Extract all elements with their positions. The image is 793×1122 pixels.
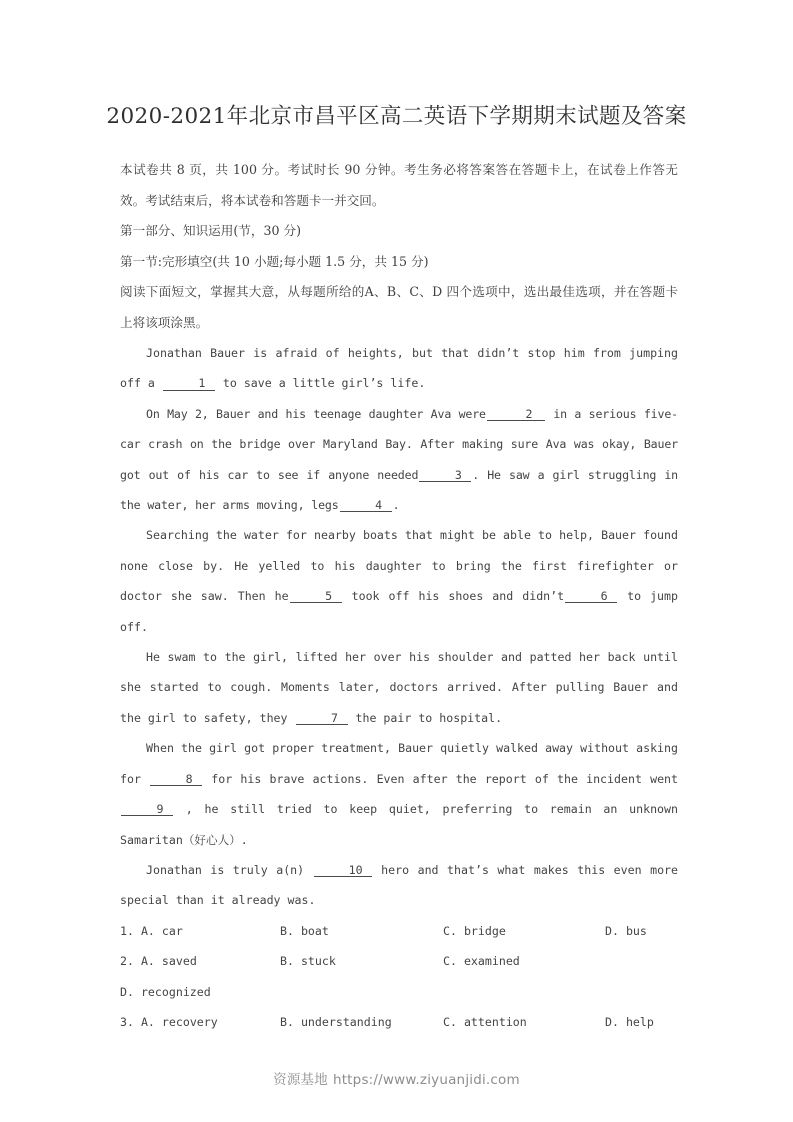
passage-text: for his brave actions. Even after the report of the incident went [211,771,679,786]
question-2-number: 2. [120,954,134,969]
question-3-option-c[interactable]: C. attention [443,1014,527,1029]
instruction-heading-part-one: 第一部分、知识运用(节，30 分) [120,223,301,238]
question-1-option-c[interactable]: C. bridge [443,923,506,938]
passage-text: When the girl got proper treatment, Bauer quietly walked away without asking for [120,741,678,786]
passage-text: . He saw a girl struggling in the water, her arms moving, legs [120,467,678,513]
question-2-option-b[interactable]: B. stuck [280,954,336,969]
passage-text: , he still tried to keep quiet, preferring to remain an unknown Samaritan（好心人）. [120,802,679,847]
question-1-number: 1. [120,923,134,938]
answer-blank-7: 7 [296,712,348,725]
passage-text: On May 2, Bauer and his teenage daughter Ava were [146,406,486,421]
document-body [120,155,678,1037]
answer-blank-8: 8 [150,773,202,786]
footer-url: https://www.ziyuanjidi.com [332,1072,520,1088]
question-2-option-a[interactable]: 2. A. saved [120,954,197,969]
answer-blank-5: 5 [290,590,342,603]
passage-text: . [392,498,400,513]
answer-blank-6: 6 [565,590,617,603]
question-row-3 [120,1007,678,1037]
question-2-option-d[interactable]: D. recognized [120,984,211,999]
passage-paragraph-6 [120,855,678,916]
passage-text: to jump off. [120,589,678,634]
answer-blank-1: 1 [163,377,215,390]
answer-blank-3: 3 [419,469,471,482]
passage-text: took off his shoes and didn’t [351,589,565,604]
answer-blank-10: 10 [314,864,372,877]
footer-site-name: 资源基地 [273,1072,328,1088]
question-3-option-d[interactable]: D. help [605,1014,654,1029]
passage-paragraph-4 [120,642,678,733]
answer-blank-9: 9 [121,803,173,816]
question-1-option-a[interactable]: 1. A. car [120,923,183,938]
passage-text: hero and that’s what makes this even more special than it already was. [120,862,679,908]
passage-paragraph-1 [120,338,678,399]
passage-text: in a serious five-car crash on the bridge over Maryland Bay. After making sure Ava was okay, Bauer got out of his car to see if anyone needed [120,406,678,482]
passage-text: to save a little girl’s life. [222,376,426,391]
passage-text: Jonathan is truly a(n) [146,862,305,877]
passage-text: He swam to the girl, lifted her over his shoulder and patted her back until she started to cough. Moments later, doctors arrived. After pulling Bauer and the girl to safety, they [120,650,678,725]
question-row-1 [120,916,678,946]
question-2-option-c[interactable]: C. examined [443,954,520,969]
answer-blank-2: 2 [487,408,545,421]
question-1-option-b[interactable]: B. boat [280,923,329,938]
instruction-paragraph-exam-info: 本试卷共 8 页，共 100 分。考试时长 90 分钟。考生务必将答案答在答题卡上，在试卷上作答无效。考试结束后，将本试卷和答题卡一并交回。 [120,162,678,208]
footer-watermark [0,1068,793,1088]
passage-text: Jonathan Bauer is afraid of heights, but that didn’t stop him from jumping off a [120,346,678,391]
question-row-2 [120,946,678,1007]
page-title: 2020-2021年北京市昌平区高二英语下学期期末试题及答案 [106,104,687,129]
question-1-option-d[interactable]: D. bus [605,923,647,938]
question-3-option-b[interactable]: B. understanding [280,1014,392,1029]
passage-paragraph-2 [120,399,678,521]
question-3-option-a[interactable]: 3. A. recovery [120,1014,218,1029]
passage-text: the pair to hospital. [355,710,503,725]
passage-paragraph-5 [120,733,678,855]
answer-blank-4: 4 [340,499,392,512]
question-3-number: 3. [120,1014,134,1029]
instruction-paragraph-directions: 阅读下面短文，掌握其大意，从每题所给的A、B、C、D 四个选项中，选出最佳选项，并在答题卡上将该项涂黑。 [120,284,678,330]
passage-paragraph-3 [120,520,678,642]
instruction-heading-section-one: 第一节:完形填空(共 10 小题;每小题 1.5 分，共 15 分) [120,253,429,269]
passage-text: Searching the water for nearby boats that might be able to help, Bauer found none close by. He yelled to his daughter to bring the first firefighter or doctor she saw. Then he [120,528,678,604]
